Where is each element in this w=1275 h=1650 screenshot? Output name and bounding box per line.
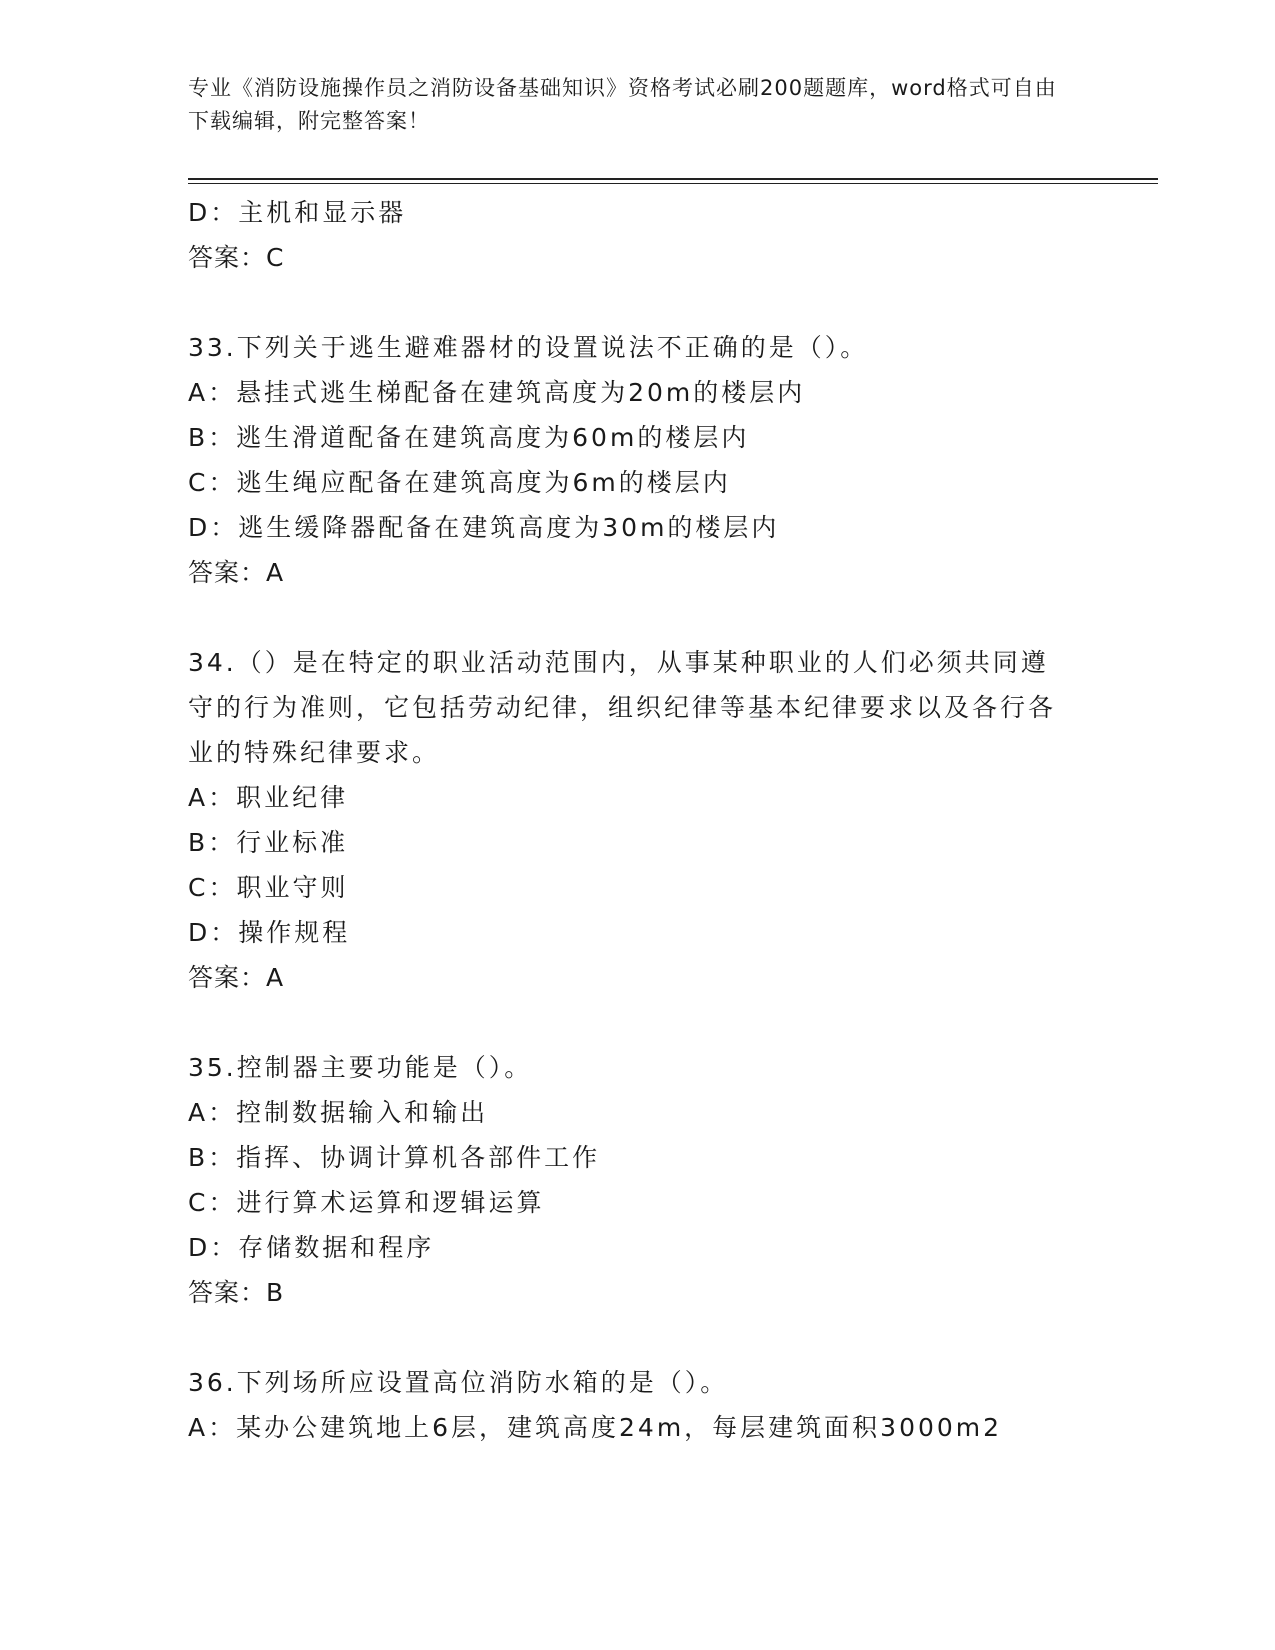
question-36-stem: 36.下列场所应设置高位消防水箱的是（）。 (188, 1368, 729, 1397)
question-33-option-c: C：逃生绳应配备在建筑高度为6m的楼层内 (188, 468, 731, 497)
header-divider (188, 178, 1158, 180)
prev-option-d: D：主机和显示器 (188, 198, 407, 227)
question-35-option-b: B：指挥、协调计算机各部件工作 (188, 1143, 601, 1172)
question-33-option-a: A：悬挂式逃生梯配备在建筑高度为20m的楼层内 (188, 378, 806, 407)
question-33-stem: 33.下列关于逃生避难器材的设置说法不正确的是（）。 (188, 333, 869, 362)
question-35-option-d: D：存储数据和程序 (188, 1233, 435, 1262)
document-header: 专业《消防设施操作员之消防设备基础知识》资格考试必刷200题题库，word格式可自由下载编辑，附完整答案！ (188, 76, 1057, 133)
question-34-answer: 答案：A (188, 963, 285, 992)
question-36-option-a: A：某办公建筑地上6层，建筑高度24m，每层建筑面积3000m2 (188, 1413, 1003, 1442)
question-34-option-b: B：行业标准 (188, 828, 349, 857)
question-35-answer: 答案：B (188, 1278, 285, 1307)
question-34-option-c: C：职业守则 (188, 873, 349, 902)
question-35-option-c: C：进行算术运算和逻辑运算 (188, 1188, 545, 1217)
question-34-stem: 34.（）是在特定的职业活动范围内，从事某种职业的人们必须共同遵守的行为准则，它包括劳动纪律，组织纪律等基本纪律要求以及各行各业的特殊纪律要求。 (188, 648, 1057, 767)
question-35-option-a: A：控制数据输入和输出 (188, 1098, 489, 1127)
question-33-option-d: D：逃生缓降器配备在建筑高度为30m的楼层内 (188, 513, 780, 542)
header-divider-thin (188, 183, 1158, 184)
question-34-option-d: D：操作规程 (188, 918, 351, 947)
question-35-stem: 35.控制器主要功能是（）。 (188, 1053, 533, 1082)
question-34-option-a: A：职业纪律 (188, 783, 349, 812)
question-list (188, 190, 1088, 1450)
question-33-answer: 答案：A (188, 558, 285, 587)
question-33-option-b: B：逃生滑道配备在建筑高度为60m的楼层内 (188, 423, 750, 452)
prev-answer: 答案：C (188, 243, 285, 272)
